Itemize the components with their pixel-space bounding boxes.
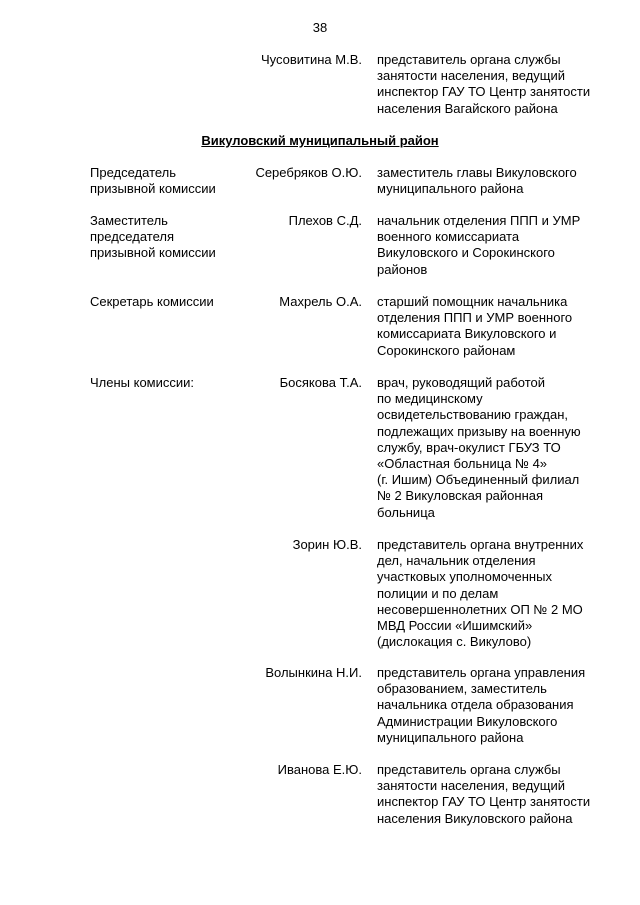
- entry-name: Махрель О.А.: [279, 294, 362, 309]
- entry-name: Чусовитина М.В.: [260, 52, 362, 67]
- entry-description: представитель органа внутренних дел, начальник отделения участковых уполномоченных полиции и по делам несовершеннолетних ОП № 2 МО МВД России «Ишимский» (дислокация с. Викулово): [377, 537, 584, 650]
- entry-name: Босякова Т.А.: [279, 375, 362, 390]
- entry-role: Председатель призывной комиссии: [90, 165, 216, 197]
- page-number: 38: [312, 20, 328, 35]
- entry-role: Секретарь комиссии: [90, 294, 214, 309]
- entry-name: Иванова Е.Ю.: [277, 762, 362, 777]
- entry-role: Члены комиссии:: [90, 375, 195, 390]
- entry-description: врач, руководящий работой по медицинскому освидетельствованию граждан, подлежащих призыву на военную службу, врач-окулист ГБУЗ ТО «Областная больница № 4» (г. Ишим) Объединенный филиал № 2 Викуловская районная больница: [377, 375, 581, 520]
- section-title: Викуловский муниципальный район: [201, 133, 439, 148]
- entry-description: старший помощник начальника отделения ППП и УМР военного комиссариата Викуловского и Сорокинского районам: [377, 294, 573, 358]
- entry-name: Волынкина Н.И.: [265, 665, 362, 680]
- entry-name: Плехов С.Д.: [288, 213, 362, 228]
- entry-description: представитель органа службы занятости населения, ведущий инспектор ГАУ ТО Центр занятости населения Вагайского района: [377, 52, 591, 116]
- entry-description: начальник отделения ППП и УМР военного комиссариата Викуловского и Сорокинского районов: [377, 213, 581, 277]
- entry-name: Зорин Ю.В.: [292, 537, 362, 552]
- entry-name: Серебряков О.Ю.: [255, 165, 362, 180]
- entry-description: заместитель главы Викуловского муниципального района: [377, 165, 577, 197]
- entry-role: Заместитель председателя призывной комиссии: [90, 213, 216, 261]
- entry-description: представитель органа службы занятости населения, ведущий инспектор ГАУ ТО Центр занятости населения Викуловского района: [377, 762, 591, 826]
- entry-description: представитель органа управления образованием, заместитель начальника отдела образования Администрации Викуловского муниципального района: [377, 665, 586, 745]
